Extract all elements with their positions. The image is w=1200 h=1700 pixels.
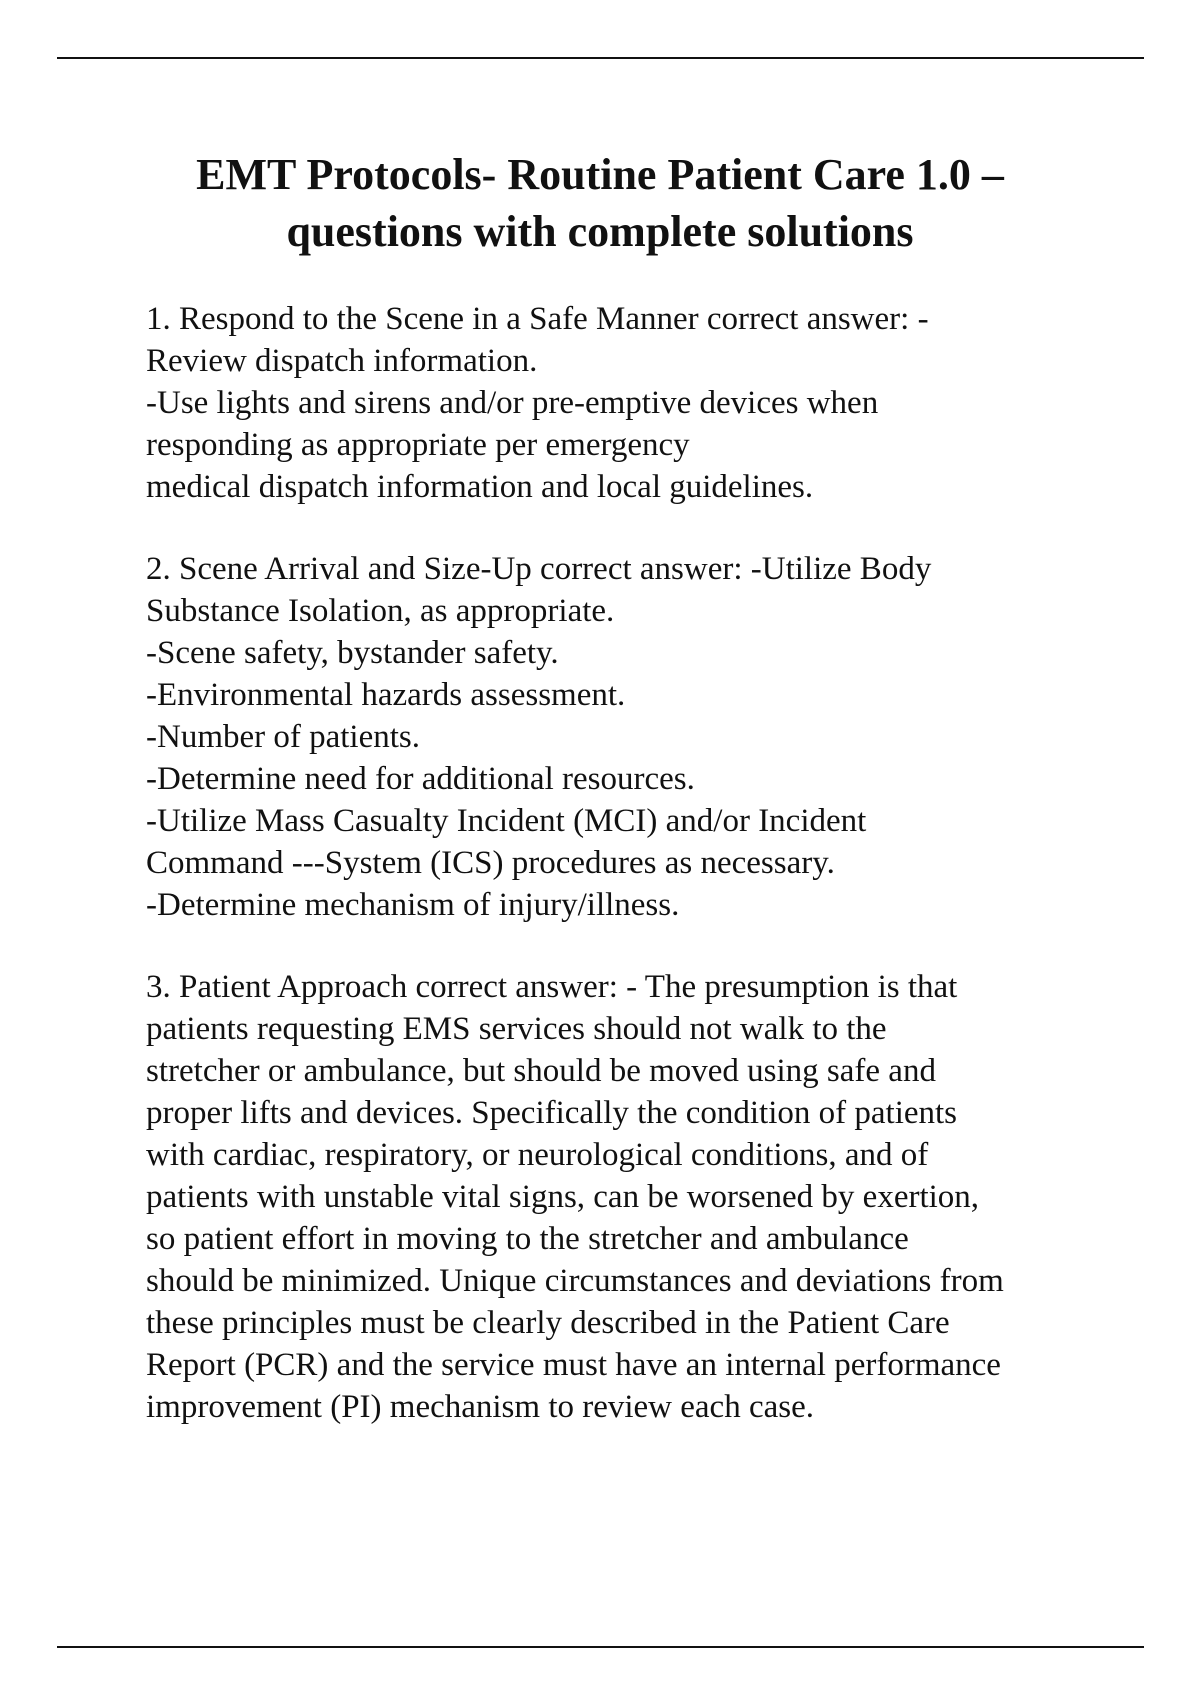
- question-2: [146, 548, 1146, 926]
- text-line: these principles must be clearly described in the Patient Care: [146, 1305, 950, 1341]
- text-line: Review dispatch information.: [146, 343, 538, 379]
- text-line: medical dispatch information and local guidelines.: [146, 469, 814, 505]
- text-line: improvement (PI) mechanism to review each case.: [146, 1389, 814, 1425]
- text-line: -Determine need for additional resources.: [146, 761, 695, 797]
- title-line: questions with complete solutions: [286, 207, 914, 256]
- text-line: responding as appropriate per emergency: [146, 427, 690, 463]
- bottom-divider: [57, 1646, 1144, 1648]
- text-line: Report (PCR) and the service must have an internal performance: [146, 1347, 1001, 1383]
- text-line: proper lifts and devices. Specifically the condition of patients: [146, 1095, 958, 1131]
- text-line: -Utilize Mass Casualty Incident (MCI) and/or Incident: [146, 803, 867, 839]
- text-line: -Use lights and sirens and/or pre-emptive devices when: [146, 385, 879, 421]
- text-line: with cardiac, respiratory, or neurological conditions, and of: [146, 1137, 929, 1173]
- text-line: -Environmental hazards assessment.: [146, 677, 626, 713]
- text-line: Substance Isolation, as appropriate.: [146, 593, 615, 629]
- top-divider: [57, 57, 1144, 59]
- text-line: 1. Respond to the Scene in a Safe Manner correct answer: -: [146, 301, 929, 337]
- text-line: patients with unstable vital signs, can be worsened by exertion,: [146, 1179, 980, 1215]
- text-line: should be minimized. Unique circumstances and deviations from: [146, 1263, 1004, 1299]
- text-line: 2. Scene Arrival and Size-Up correct answer: -Utilize Body: [146, 551, 932, 587]
- text-line: so patient effort in moving to the stretcher and ambulance: [146, 1221, 909, 1257]
- text-line: 3. Patient Approach correct answer: - The presumption is that: [146, 969, 958, 1005]
- text-line: Command ---System (ICS) procedures as necessary.: [146, 845, 835, 881]
- text-line: -Scene safety, bystander safety.: [146, 635, 559, 671]
- document-body: [146, 298, 1146, 1468]
- question-3: [146, 966, 1146, 1428]
- text-line: -Number of patients.: [146, 719, 421, 755]
- title-line: EMT Protocols- Routine Patient Care 1.0 –: [196, 150, 1004, 199]
- document-title: [100, 146, 1100, 260]
- text-line: -Determine mechanism of injury/illness.: [146, 887, 680, 923]
- text-line: patients requesting EMS services should not walk to the: [146, 1011, 887, 1047]
- question-1: [146, 298, 1146, 508]
- text-line: stretcher or ambulance, but should be moved using safe and: [146, 1053, 936, 1089]
